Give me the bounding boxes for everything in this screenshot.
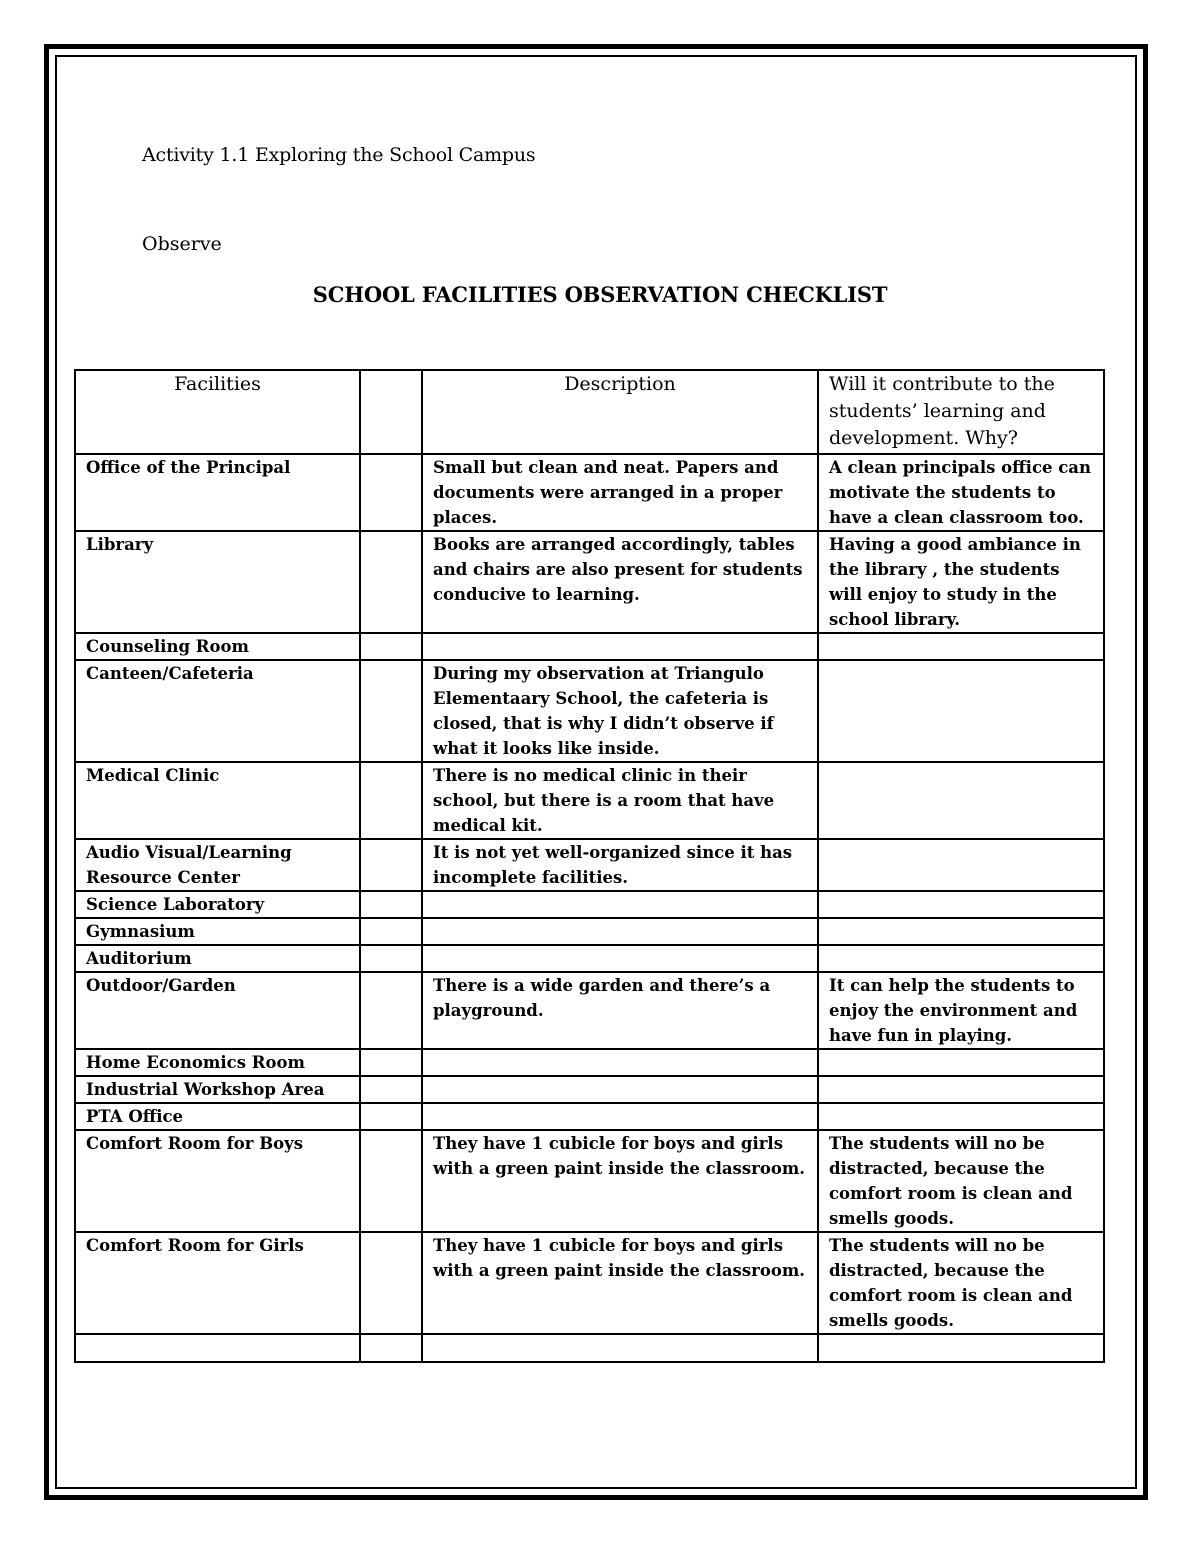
table-row [75,1232,1104,1334]
table-row [75,1049,1104,1076]
contribution-cell [818,1103,1104,1130]
description-cell: Small but clean and neat. Papers and documents were arranged in a proper places. [422,454,818,531]
description-cell: There is no medical clinic in their school, but there is a room that have medical kit. [422,762,818,839]
contribution-cell [818,945,1104,972]
header-blank [360,370,422,454]
observation-checklist-table [74,369,1105,1363]
table-row [75,945,1104,972]
table-row [75,660,1104,762]
contribution-cell [818,633,1104,660]
contribution-cell [818,918,1104,945]
contribution-cell [818,1049,1104,1076]
facility-cell: Industrial Workshop Area [75,1076,360,1103]
table-row [75,454,1104,531]
contribution-cell [818,1334,1104,1362]
blank-cell [360,918,422,945]
blank-cell [360,762,422,839]
description-cell [422,1334,818,1362]
header-description: Description [422,370,818,454]
facility-cell: Home Economics Room [75,1049,360,1076]
facility-cell: Gymnasium [75,918,360,945]
contribution-cell [818,839,1104,891]
table-row [75,972,1104,1049]
blank-cell [360,972,422,1049]
blank-cell [360,1049,422,1076]
contribution-cell [818,660,1104,762]
facility-cell: PTA Office [75,1103,360,1130]
description-cell: They have 1 cubicle for boys and girls with a green paint inside the classroom. [422,1232,818,1334]
blank-cell [360,839,422,891]
table-row [75,839,1104,891]
contribution-cell: Having a good ambiance in the library , the students will enjoy to study in the school library. [818,531,1104,633]
description-cell: There is a wide garden and there’s a playground. [422,972,818,1049]
activity-heading: Activity 1.1 Exploring the School Campus [142,144,536,166]
table-row [75,1103,1104,1130]
contribution-cell: The students will no be distracted, because the comfort room is clean and smells goods. [818,1232,1104,1334]
description-cell [422,918,818,945]
description-cell [422,1103,818,1130]
table-header-row [75,370,1104,454]
blank-cell [360,1232,422,1334]
contribution-cell [818,1076,1104,1103]
description-cell [422,1049,818,1076]
facility-cell: Outdoor/Garden [75,972,360,1049]
facility-cell: Canteen/Cafeteria [75,660,360,762]
table-row [75,633,1104,660]
contribution-cell: It can help the students to enjoy the environment and have fun in playing. [818,972,1104,1049]
description-cell: Books are arranged accordingly, tables and chairs are also present for students conducive to learning. [422,531,818,633]
table-row [75,891,1104,918]
description-cell [422,1076,818,1103]
header-facilities: Facilities [75,370,360,454]
table-row [75,531,1104,633]
facility-cell: Comfort Room for Girls [75,1232,360,1334]
table-row [75,1076,1104,1103]
blank-cell [360,1130,422,1232]
table-row [75,918,1104,945]
description-cell [422,891,818,918]
table-row [75,762,1104,839]
contribution-cell [818,891,1104,918]
contribution-cell: The students will no be distracted, because the comfort room is clean and smells goods. [818,1130,1104,1232]
blank-cell [360,454,422,531]
facility-cell: Counseling Room [75,633,360,660]
description-cell: During my observation at Triangulo Elementaary School, the cafeteria is closed, that is why I didn’t observe if what it looks like inside. [422,660,818,762]
description-cell [422,633,818,660]
description-cell: It is not yet well-organized since it has incomplete facilities. [422,839,818,891]
facility-cell: Comfort Room for Boys [75,1130,360,1232]
contribution-cell: A clean principals office can motivate the students to have a clean classroom too. [818,454,1104,531]
facility-cell: Library [75,531,360,633]
observe-label: Observe [142,233,222,255]
blank-cell [360,1076,422,1103]
blank-cell [360,891,422,918]
header-contribution: Will it contribute to the students’ learning and development. Why? [818,370,1104,454]
description-cell [422,945,818,972]
description-cell: They have 1 cubicle for boys and girls with a green paint inside the classroom. [422,1130,818,1232]
blank-cell [360,1334,422,1362]
facility-cell: Office of the Principal [75,454,360,531]
blank-cell [360,660,422,762]
facility-cell: Medical Clinic [75,762,360,839]
blank-cell [360,945,422,972]
facility-cell: Science Laboratory [75,891,360,918]
contribution-cell [818,762,1104,839]
checklist-title: SCHOOL FACILITIES OBSERVATION CHECKLIST [312,282,888,307]
facility-cell [75,1334,360,1362]
blank-cell [360,531,422,633]
table-row [75,1334,1104,1362]
blank-cell [360,1103,422,1130]
facility-cell: Auditorium [75,945,360,972]
blank-cell [360,633,422,660]
table-row [75,1130,1104,1232]
facility-cell: Audio Visual/Learning Resource Center [75,839,360,891]
